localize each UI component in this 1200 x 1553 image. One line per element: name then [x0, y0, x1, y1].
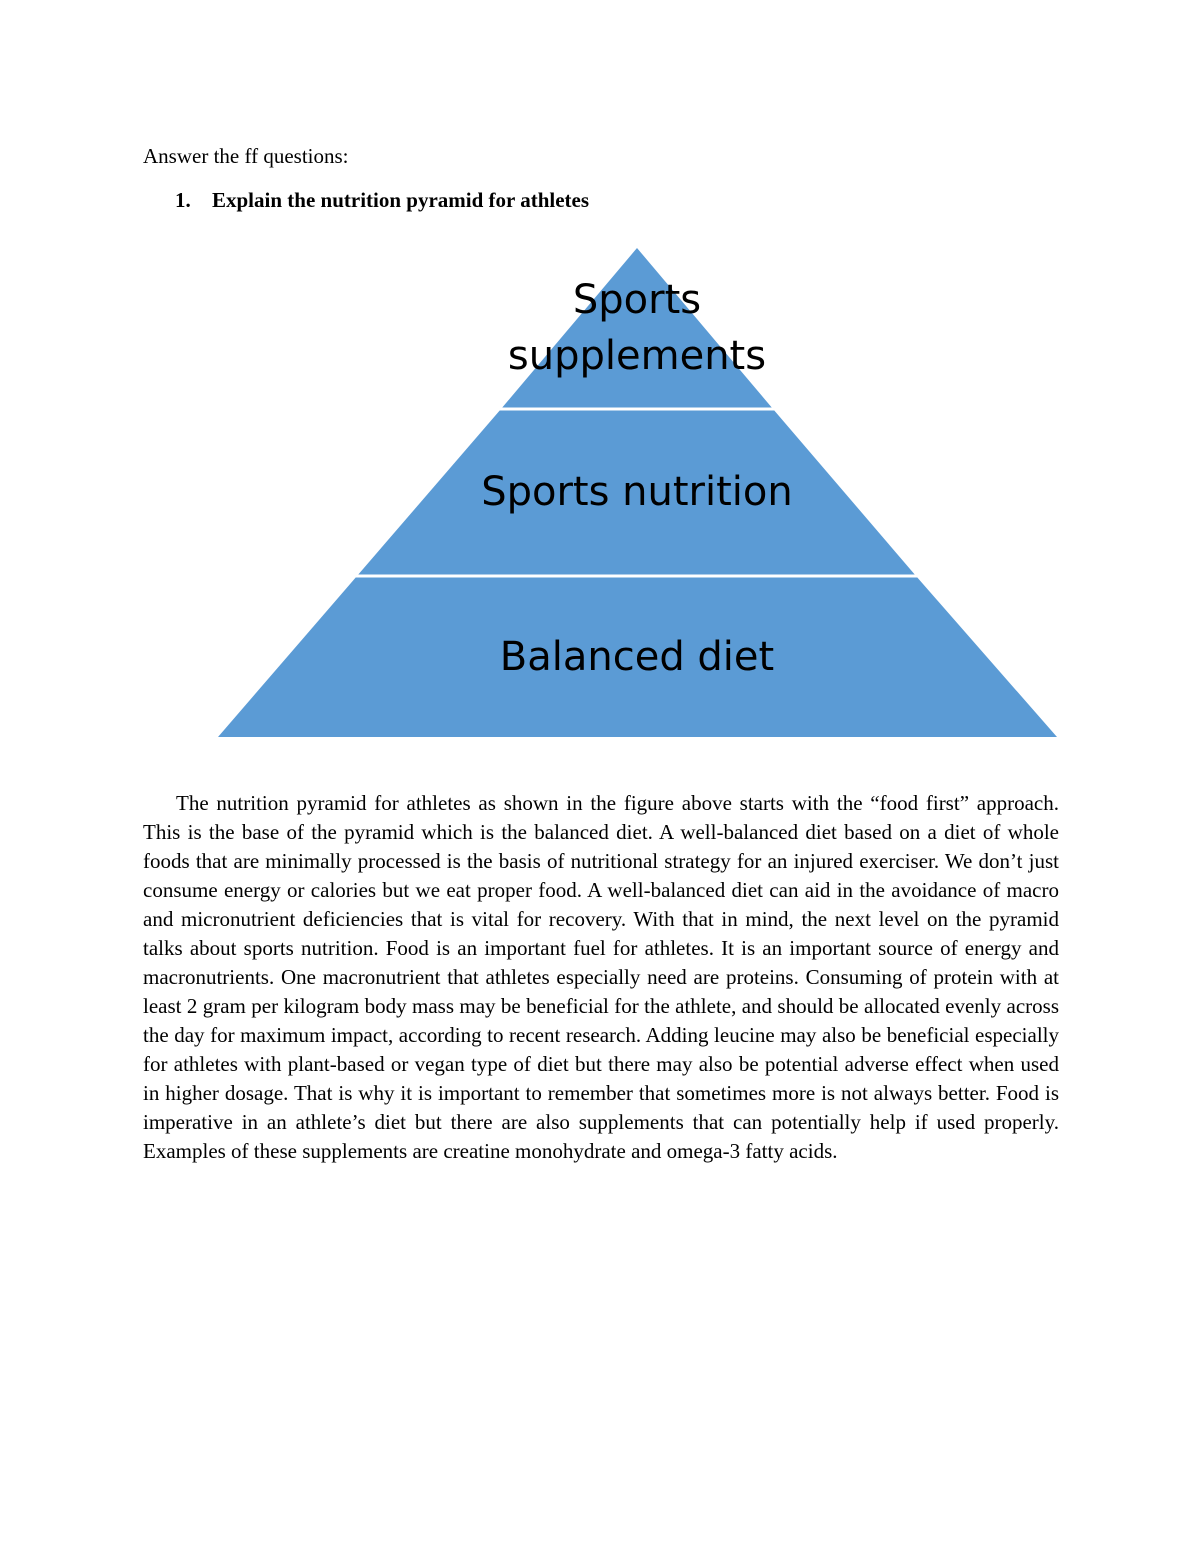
- intro-line: Answer the ff questions:: [143, 144, 349, 168]
- answer-paragraph: The nutrition pyramid for athletes as shown in the figure above starts with the “food first” approach. This is the base of the pyramid which is the balanced diet. A well-balanced diet based on a diet of whole foods that are minimally processed is the basis of nutritional strategy for an injured exerciser. We don’t just consume energy or calories but we eat proper food. A well-balanced diet can aid in the avoidance of macro and micronutrient deficiencies that is vital for recovery. With that in mind, the next level on the pyramid talks about sports nutrition. Food is an important fuel for athletes. It is an important source of energy and macronutrients. One macronutrient that athletes especially need are proteins. Consuming of protein with at least 2 gram per kilogram body mass may be beneficial for the athlete, and should be allocated evenly across the day for maximum impact, according to recent research. Adding leucine may also be beneficial especially for athletes with plant-based or vegan type of diet but there may also be potential adverse effect when used in higher dosage. That is why it is important to remember that sometimes more is not always better. Food is imperative in an athlete’s diet but there are also supplements that can potentially help if used properly. Examples of these supplements are creatine monohydrate and omega-3 fatty acids.: [143, 791, 1059, 1163]
- question-text: Explain the nutrition pyramid for athletes: [212, 188, 590, 212]
- nutrition-pyramid-diagram: [0, 0, 1200, 760]
- pyramid-bottom-label: Balanced diet: [499, 634, 775, 680]
- pyramid-middle-label: Sports nutrition: [481, 469, 793, 515]
- pyramid-top-level: [501, 248, 773, 409]
- question-number: 1.: [175, 188, 191, 212]
- pyramid-top-label-line1: Sports: [572, 277, 702, 323]
- pyramid-top-label-line2: supplements: [507, 333, 767, 379]
